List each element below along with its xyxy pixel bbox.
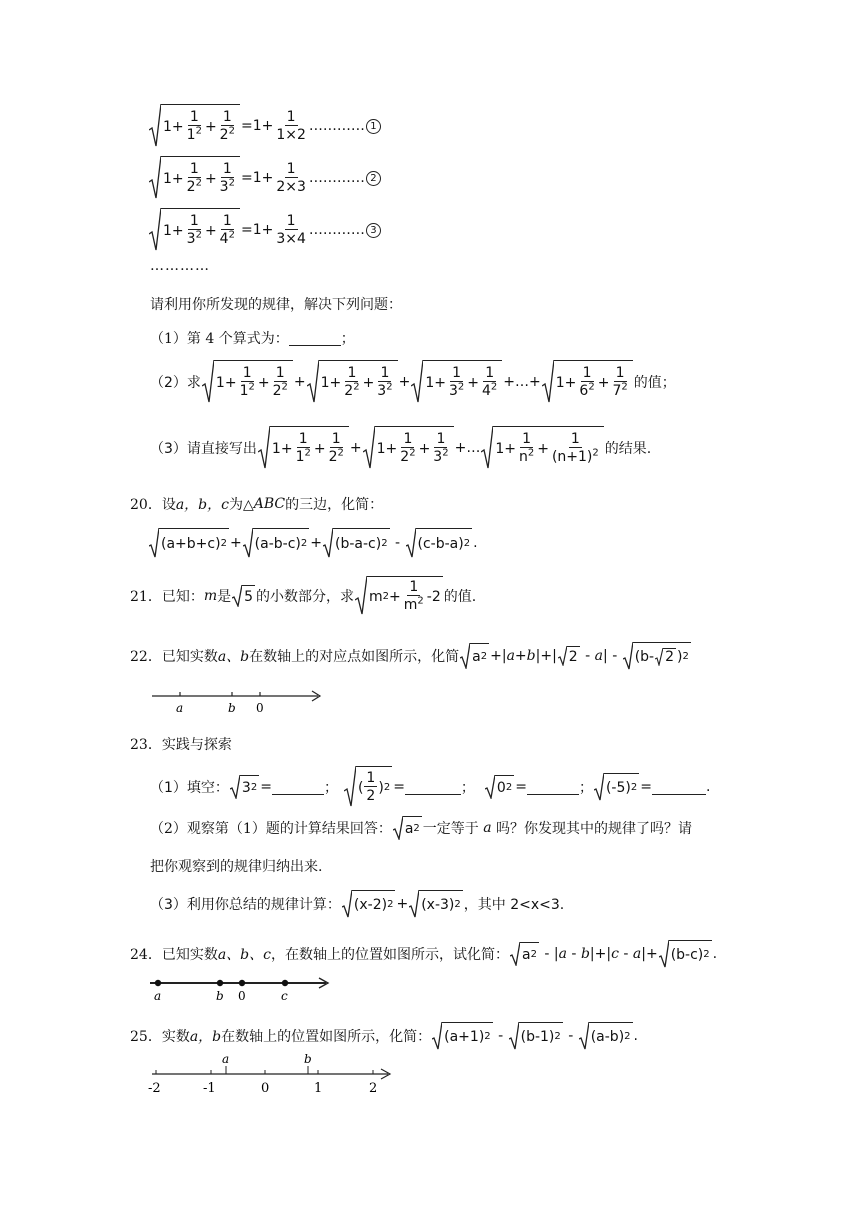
axis-label-c: c	[281, 989, 288, 1003]
answer-blank[interactable]	[527, 780, 579, 795]
axis-label-a: a	[222, 1052, 230, 1066]
axis-label-b: b	[304, 1052, 312, 1066]
q24-number-line	[146, 974, 336, 1004]
q23-part3: （3）利用你总结的规律计算： (x-2) 2 + (x-3) 2 ，其中 2<x<3.	[150, 890, 564, 918]
q19-prompt: 请利用你所发现的规律，解决下列问题：	[150, 297, 402, 313]
q20-expression: (a+b+c) 2 + (a-b-c) 2 + (b-a-c) 2 - (c-b-a) 2 .	[148, 528, 478, 558]
axis-label-b: b	[228, 701, 236, 715]
axis-label-0: 0	[256, 701, 264, 715]
circled-number-3: 3	[366, 223, 381, 238]
q22-number-line	[148, 686, 328, 716]
answer-blank[interactable]	[652, 780, 706, 795]
axis-tick-neg2: -2	[148, 1081, 161, 1096]
q19-part1: （1）第 4 个算式为： ；	[150, 331, 355, 347]
axis-label-b: b	[216, 989, 224, 1003]
q22-text: 22． 已知实数 a、b 在数轴上的对应点如图所示，化简 a 2 +| a + b |+| 2 - a | - (b- 2 ) 2	[130, 642, 692, 670]
q19-part3: （3）请直接写出 1+ 1 $1^2$ + 1 $2^2$ + 1+ 1 $2^2$ + 1 $3^2$ +… 1+ 1 $n^2$ + 1 $(n+1)^2$ 的结果.	[150, 426, 651, 470]
axis-label-a: a	[154, 989, 162, 1003]
pattern-equation-2: 1+ 1 $2^2$ + 1 $3^2$ =1+ $\frac{1}{2\times 3}$ ………… 2	[148, 156, 381, 200]
q23-part2: （2）观察第（1）题的计算结果回答： a 2 一定等于 a 吗？你发现其中的规律了吗？请	[150, 816, 692, 840]
q23-part2-continued: 把你观察到的规律归纳出来.	[150, 859, 323, 875]
q19-part2: （2）求 1+ 1 $1^2$ + 1 $2^2$ + 1+ 1 $2^2$ + 1 $3^2$ + 1+ 1 $3^2$ + 1 $4^2$ +…+ 1+ 1 $6^2$ + 1 $7^2$ 的值；	[150, 360, 676, 404]
q21-text: 21． 已知： m 是 5 的小数部分，求 m 2 + 1 $m^2$ -2 的值.	[130, 576, 476, 616]
q24-text: 24． 已知实数 a、b、c ，在数轴上的位置如图所示，试化简： a 2 - | a - b |+| c - a |+ (b-c) 2 .	[130, 940, 717, 968]
circled-number-1: 1	[366, 119, 381, 134]
continuation-dots: …………	[150, 258, 210, 274]
answer-blank[interactable]	[289, 331, 341, 346]
axis-tick-1: 1	[314, 1081, 323, 1096]
axis-tick-2: 2	[369, 1081, 378, 1096]
answer-blank[interactable]	[405, 780, 461, 795]
q20-text: 20． 设 a，b，c 为△ ABC 的三边，化简：	[130, 496, 384, 513]
q23-title: 23． 实践与探索	[130, 737, 232, 753]
axis-label-0: 0	[238, 989, 246, 1003]
pattern-equation-3: 1+ 1 $3^2$ + 1 $4^2$ =1+ $\frac{1}{3\times 4}$ ………… 3	[148, 208, 381, 252]
q25-number-line	[140, 1050, 400, 1098]
axis-tick-0: 0	[261, 1081, 270, 1096]
q25-text: 25． 实数 a，b 在数轴上的位置如图所示，化简： (a+1) 2 - (b-1) 2 - (a-b) 2 .	[130, 1022, 638, 1050]
axis-label-a: a	[176, 701, 184, 715]
circled-number-2: 2	[366, 171, 381, 186]
axis-tick-neg1: -1	[203, 1081, 216, 1096]
pattern-equation-1: 1+ 1 $1^2$ + 1 $2^2$ =1+ $\frac{1}{1\times 2}$ ………… 1	[148, 104, 381, 148]
q23-part1: （1）填空： 3 2 = ； ( 1 2 ) 2 = ； 0 2 = ； (-5) 2 = .	[150, 766, 710, 808]
answer-blank[interactable]	[272, 780, 324, 795]
